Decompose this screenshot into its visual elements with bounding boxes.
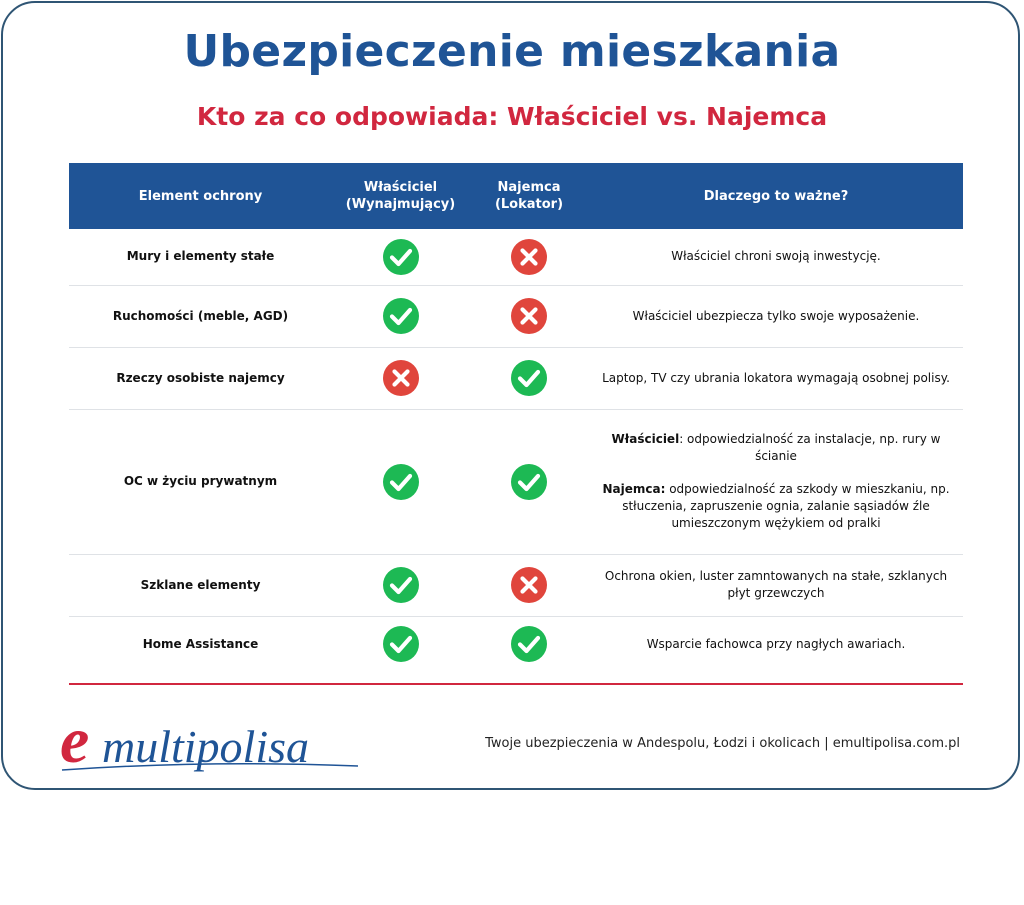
col-header-why: Dlaczego to ważne? [589,163,963,229]
row-why: Ochrona okien, luster zamntowanych na stałe, szklanych płyt grzewczych [589,554,963,616]
tenant-cell [469,285,589,347]
check-icon [382,297,420,335]
check-icon [510,463,548,501]
row-element: Rzeczy osobiste najemcy [69,347,332,409]
owner-cell [332,285,469,347]
owner-cell [332,409,469,554]
page-title: Ubezpieczenie mieszkania [183,26,841,77]
row-element: Home Assistance [142,636,259,651]
check-icon [382,566,420,604]
footer-divider [69,683,963,685]
row-why [589,409,963,554]
owner-cell [332,229,469,285]
table-row [69,347,963,409]
row-why: Laptop, TV czy ubrania lokatora wymagają osobnej polisy. [589,347,963,409]
tenant-cell [469,409,589,554]
why-owner-note: Właściciel: odpowiedzialność za instalacje, np. rury w ścianie [611,432,941,463]
tenant-cell [469,616,589,672]
row-element: Mury i elementy stałe [69,229,332,285]
owner-cell [332,347,469,409]
cross-icon [382,359,420,397]
tenant-cell [469,554,589,616]
table-row [69,554,963,616]
col-header-element: Element ochrony [69,163,332,229]
check-icon [510,625,548,663]
row-element: Szklane elementy [69,554,332,616]
comparison-table [69,163,963,672]
owner-cell [332,616,469,672]
col-header-tenant: Najemca (Lokator) [469,163,589,229]
logo-wordmark: multipolisa [102,721,310,772]
check-icon [510,359,548,397]
tenant-cell [469,347,589,409]
page-subtitle: Kto za co odpowiada: Właściciel vs. Najemca [196,102,828,131]
check-icon [382,463,420,501]
table-row [69,285,963,347]
cross-icon [510,566,548,604]
table-row [69,229,963,285]
row-element: Ruchomości (meble, AGD) [69,285,332,347]
table-row [69,409,963,554]
why-tenant-note: Najemca: odpowiedzialność za szkody w mieszkaniu, np. stłuczenia, zapruszenie ognia, zalanie sąsiadów źle umieszczonym wężykiem od pralki [602,482,950,530]
owner-cell [332,554,469,616]
emultipolisa-logo[interactable] [58,700,368,780]
row-element: OC w życiu prywatnym [69,409,332,554]
tenant-cell [469,229,589,285]
col-header-owner: Właściciel (Wynajmujący) [332,163,469,229]
row-why: Wsparcie fachowca przy nagłych awariach. [646,636,906,651]
check-icon [382,625,420,663]
cross-icon [510,297,548,335]
cross-icon [510,238,548,276]
check-icon [382,238,420,276]
row-why: Właściciel chroni swoją inwestycję. [589,229,963,285]
table-header-row [69,163,963,229]
footer-tagline: Twoje ubezpieczenia w Andespolu, Łodzi i okolicach | emultipolisa.com.pl [485,736,960,751]
logo-e-letter: e [60,704,90,777]
table-row [69,616,963,672]
row-why: Właściciel ubezpiecza tylko swoje wyposażenie. [589,285,963,347]
